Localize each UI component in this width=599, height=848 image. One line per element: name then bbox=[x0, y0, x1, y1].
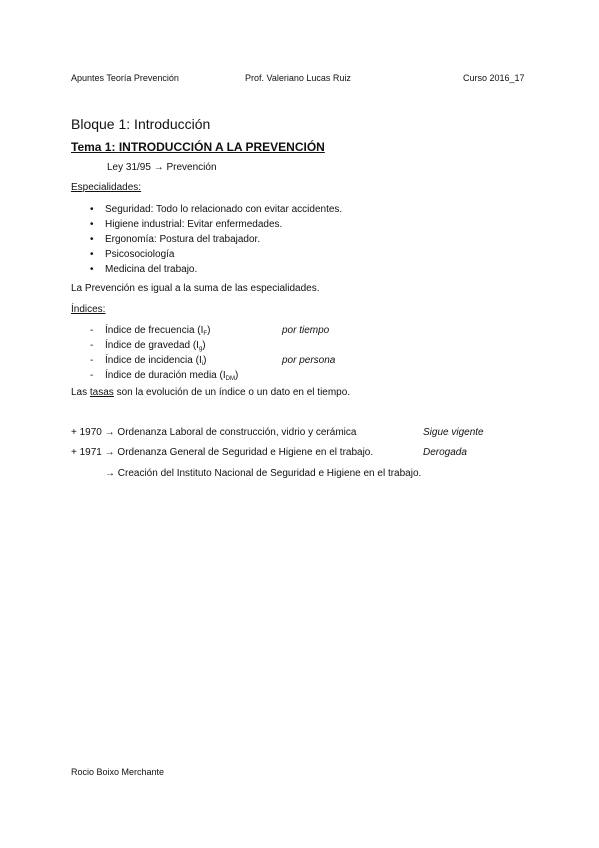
index-note: por tiempo bbox=[282, 325, 330, 336]
list-item: - Índice de incidencia $(I_i)$ por persona bbox=[90, 355, 336, 367]
indices-list bbox=[90, 323, 336, 383]
list-item: • Medicina del trabajo. bbox=[90, 264, 198, 275]
footer-author: Rocio Boixo Merchante bbox=[71, 767, 165, 777]
prevencion-sentence: La Prevención es igual a la suma de las especialidades. bbox=[71, 283, 320, 294]
index-note: por persona bbox=[282, 355, 336, 366]
law-line: Ley 31/95 → Prevención bbox=[107, 162, 217, 173]
timeline-1971-note: Derogada bbox=[423, 447, 467, 458]
tasas-sentence: Las tasas son la evolución de un índice o un dato en el tiempo. bbox=[71, 387, 351, 398]
indices-heading: Índices: bbox=[71, 304, 106, 315]
header-center: Prof. Valeriano Lucas Ruiz bbox=[245, 73, 351, 83]
list-item: - Índice de gravedad $(I_g)$ bbox=[90, 340, 206, 352]
timeline-1970: + 1970 → Ordenanza Laboral de construcción, vidrio y cerámica bbox=[71, 427, 357, 438]
header-left: Apuntes Teoría Prevención bbox=[71, 73, 179, 83]
topic-prefix: Tema 1: bbox=[71, 140, 116, 154]
list-item: • Higiene industrial: Evitar enfermedades. bbox=[90, 219, 283, 230]
especialidades-heading: Especialidades: bbox=[71, 182, 142, 193]
timeline-1971: + 1971 → Ordenanza General de Seguridad e Higiene en el trabajo. bbox=[71, 447, 374, 458]
timeline-instituto: → Creación del Instituto Nacional de Seguridad e Higiene en el trabajo. bbox=[105, 468, 422, 479]
list-item: - Índice de duración media $(I_{DM})$ bbox=[90, 370, 239, 382]
topic-title bbox=[71, 140, 325, 154]
list-item: - Índice de frecuencia $(I_F)$ por tiempo bbox=[90, 325, 330, 337]
list-item: • Psicosociología bbox=[90, 249, 175, 260]
list-item: • Ergonomía: Postura del trabajador. bbox=[90, 234, 261, 245]
header-right: Curso 2016_17 bbox=[463, 73, 525, 83]
block-title: Bloque 1: Introducción bbox=[71, 116, 211, 132]
timeline-1970-note: Sigue vigente bbox=[423, 427, 484, 438]
especialidades-list bbox=[90, 202, 342, 277]
list-item: • Seguridad: Todo lo relacionado con evitar accidentes. bbox=[90, 204, 343, 215]
topic-name: INTRODUCCIÓN A LA PREVENCIÓN bbox=[118, 140, 325, 154]
